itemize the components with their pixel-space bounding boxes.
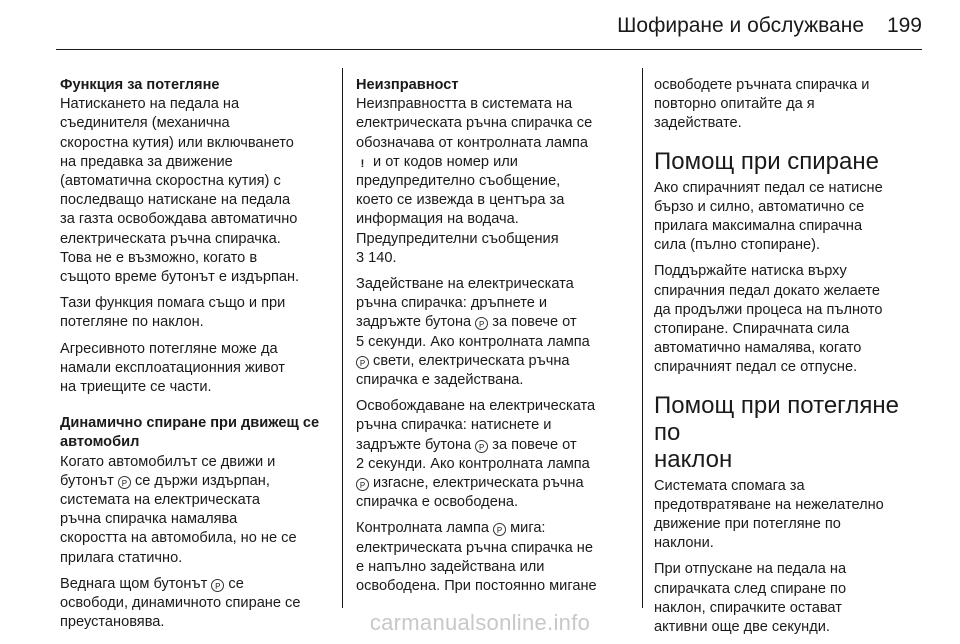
section-heading-brake-assist: Помощ при спиране (654, 147, 879, 175)
watermark: carmanualsonline.info (369, 610, 591, 635)
paragraph: освободете ръчната спирачка и повторно опитайте да я задействате. (654, 77, 870, 132)
parking-brake-icon: P (493, 523, 506, 536)
header-rule (56, 49, 922, 50)
parking-brake-icon: P (475, 440, 488, 453)
paragraph: Натискането на педала на съединителя (механична скоростна кутия) или включването на предавка за движение (автоматична скоростна кутия) с последващо натискане на педала за газта освобождава автоматично електрическата ръчна спирачка. Това не е възможно, когато в същото време бутонът е издърпан. (60, 96, 300, 286)
parking-brake-icon: P (356, 356, 369, 369)
section-heading-start-function: Функция за потегляне (60, 77, 220, 93)
section-heading-fault: Неизправност (356, 77, 459, 93)
parking-brake-icon: P (356, 478, 369, 491)
column-divider-2 (642, 68, 643, 608)
parking-brake-icon: P (211, 579, 224, 592)
parking-brake-icon: P (475, 317, 488, 330)
warning-lamp-icon: ! (360, 157, 365, 170)
section-heading-hill-start-assist: Помощ при потегляне по наклон (654, 391, 899, 473)
paragraph: Контролната лампа P мига: електрическата ръчна спирачка не е напълно задействана или освободена. При постоянно мигане (356, 520, 597, 595)
header-title: Шофиране и обслужване (617, 14, 864, 37)
page-header (0, 0, 960, 52)
page-reference-link[interactable]: 3 140. (356, 249, 397, 266)
paragraph: Когато автомобилът се движи и бутонът P се държи издърпан, системата на електрическата ръчна спирачка намалява скоростта на автомобила, но не се прилага статично. (60, 453, 297, 566)
paragraph: Поддържайте натиска върху спирачния педал докато желаете да продължи процеса на пълното стопиране. Спирачната сила автоматично намалява, когато спирачният педал се отпусне. (654, 263, 883, 376)
paragraph: Неизправността в системата на електрическата ръчна спирачка се обозначава от контролната лампа ! и от кодов номер или предупредително съобщение, което се извежда в центъра за информация на водача. Предупредителни съобщения 3 140. (356, 96, 593, 266)
paragraph: Веднага щом бутонът P се освободи, динамичното спиране се преустановява. (60, 575, 301, 631)
parking-brake-icon: P (118, 476, 131, 489)
column-3 (654, 76, 928, 644)
paragraph: Тази функция помага също и при потегляне по наклон. (60, 295, 286, 331)
page-number: 199 (886, 14, 922, 37)
column-2 (356, 76, 632, 603)
paragraph: Агресивното потегляне може да намали експлоатационния живот на триещите се части. (60, 340, 285, 396)
section-heading-dynamic-braking: Динамично спиране при движещ се автомобил (60, 415, 320, 451)
paragraph: Системата спомага за предотвратяване на нежелателно движение при потегляне по наклони. (654, 477, 884, 552)
paragraph: Освобождаване на електрическата ръчна спирачка: натиснете и задръжте бутона P за повече от 2 секунди. Ако контролната лампа P изгасне, електрическата ръчна спирачка е освободена. (356, 398, 596, 511)
column-divider-1 (342, 68, 343, 608)
paragraph: При отпускане на педала на спирачката след спиране по наклон, спирачките остават активни още две секунди. (654, 561, 847, 636)
column-1 (60, 76, 330, 639)
paragraph: Ако спирачният педал се натисне бързо и силно, автоматично се прилага максимална спирачна сила (пълно стопиране). (654, 179, 883, 254)
paragraph: Задействане на електрическата ръчна спирачка: дръпнете и задръжте бутона P за повече от 5 секунди. Ако контролната лампа P свети, електрическата ръчна спирачка е задействана. (356, 276, 590, 389)
